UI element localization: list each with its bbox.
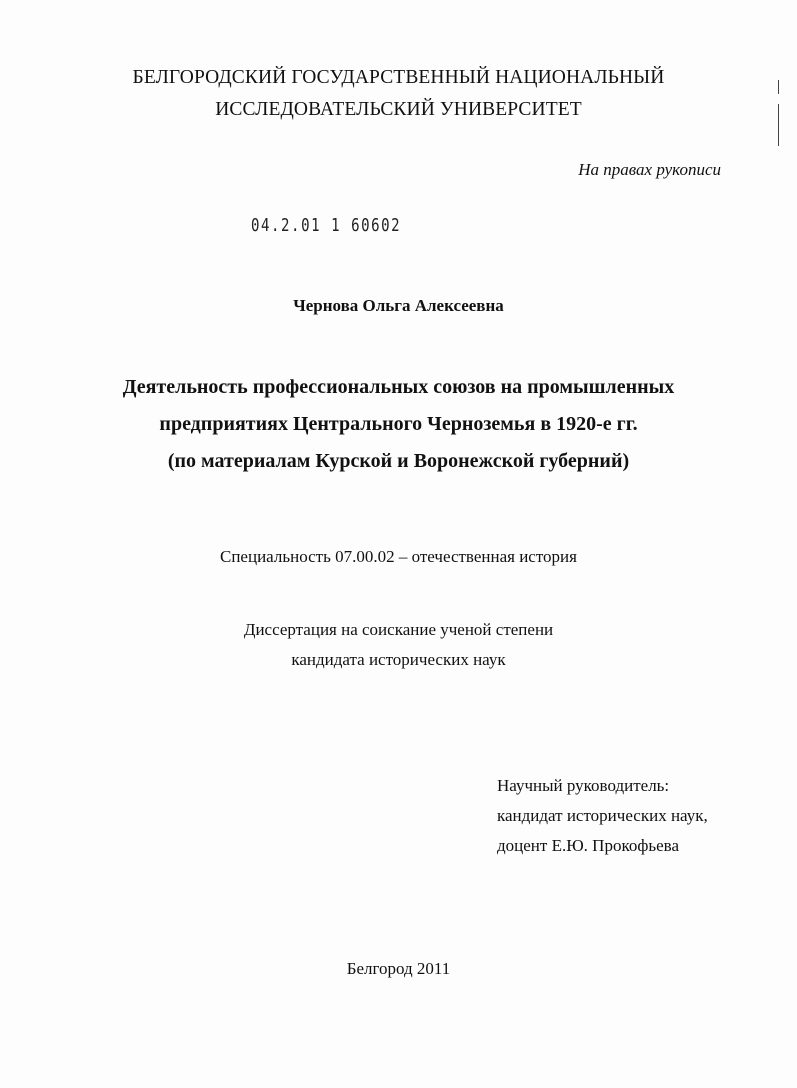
place-and-year: Белгород 2011 — [346, 959, 451, 978]
university-name-line-1: БЕЛГОРОДСКИЙ ГОСУДАРСТВЕННЫЙ НАЦИОНАЛЬНЫЙ — [132, 67, 665, 88]
author-name: Чернова Ольга Алексеевна — [293, 296, 504, 315]
degree-line-2: кандидата исторических наук — [291, 650, 506, 669]
advisor-name: доцент Е.Ю. Прокофьева — [497, 836, 680, 855]
advisor-heading: Научный руководитель: — [497, 776, 670, 795]
scan-margin-mark — [778, 80, 779, 94]
advisor-degree: кандидат исторических наук, — [497, 806, 708, 825]
specialty: Специальность 07.00.02 – отечественная история — [220, 547, 577, 566]
dissertation-title-line-2: предприятиях Центрального Черноземья в 1920-е гг. — [159, 413, 638, 435]
dissertation-title-line-3: (по материалам Курской и Воронежской губерний) — [167, 450, 630, 472]
degree-line-1: Диссертация на соискание ученой степени — [243, 620, 554, 639]
dissertation-title-line-1: Деятельность профессиональных союзов на промышленных — [122, 376, 675, 398]
university-name-line-2: ИССЛЕДОВАТЕЛЬСКИЙ УНИВЕРСИТЕТ — [215, 99, 582, 120]
registration-stamp-number: 04.2.01 1 60602 — [251, 215, 402, 236]
manuscript-rights-note: На правах рукописи — [578, 160, 721, 179]
scan-margin-mark — [778, 104, 779, 146]
